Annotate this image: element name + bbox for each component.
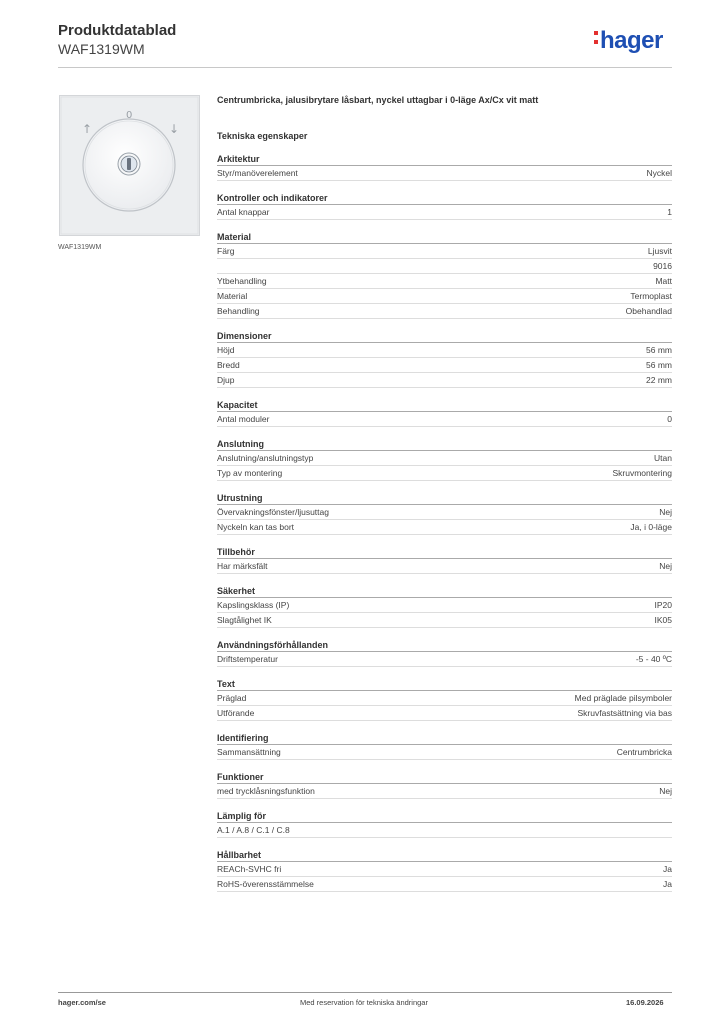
spec-value: 56 mm — [646, 360, 672, 370]
section-heading: Säkerhet — [217, 586, 672, 598]
arrow-down-icon: ↓ — [169, 122, 180, 136]
spec-row — [217, 259, 672, 274]
spec-content — [217, 95, 672, 904]
spec-row — [217, 862, 672, 877]
spec-label: Typ av montering — [217, 468, 283, 478]
spec-row — [217, 505, 672, 520]
spec-label: Höjd — [217, 345, 235, 355]
spec-label: RoHS-överensstämmelse — [217, 879, 314, 889]
spec-label: Har märksfält — [217, 561, 268, 571]
arrow-up-icon: ↑ — [82, 122, 93, 136]
image-caption: WAF1319WM — [58, 244, 102, 251]
spec-section — [217, 772, 672, 799]
spec-value: 9016 — [653, 261, 672, 271]
spec-label: Slagtålighet IK — [217, 615, 272, 625]
spec-section — [217, 439, 672, 481]
spec-section — [217, 586, 672, 628]
spec-value: Med präglade pilsymboler — [574, 693, 672, 703]
spec-section — [217, 154, 672, 181]
footer-disclaimer: Med reservation för tekniska ändringar — [300, 998, 428, 1007]
spec-value: Centrumbricka — [616, 747, 672, 757]
section-heading: Kapacitet — [217, 400, 672, 412]
spec-row — [217, 745, 672, 760]
spec-label: Antal knappar — [217, 207, 270, 217]
spec-row — [217, 520, 672, 535]
spec-row — [217, 706, 672, 721]
spec-section — [217, 232, 672, 319]
spec-value: 0 — [667, 414, 672, 424]
spec-label: Djup — [217, 375, 235, 385]
spec-label: Antal moduler — [217, 414, 270, 424]
spec-row — [217, 559, 672, 574]
footer-website: hager.com/se — [58, 998, 106, 1007]
spec-row — [217, 652, 672, 667]
tech-heading: Tekniska egenskaper — [217, 131, 308, 141]
spec-row — [217, 205, 672, 220]
spec-row — [217, 373, 672, 388]
spec-section — [217, 850, 672, 892]
spec-value: Skruvmontering — [612, 468, 672, 478]
spec-value: Nyckel — [646, 168, 672, 178]
spec-row — [217, 274, 672, 289]
spec-row — [217, 244, 672, 259]
spec-value: 56 mm — [646, 345, 672, 355]
spec-label: A.1 / A.8 / C.1 / C.8 — [217, 825, 290, 835]
logo-dots — [594, 26, 598, 48]
section-heading: Tillbehör — [217, 547, 672, 559]
spec-row — [217, 358, 672, 373]
spec-label: Nyckeln kan tas bort — [217, 522, 295, 532]
spec-label: Driftstemperatur — [217, 654, 278, 664]
spec-row — [217, 613, 672, 628]
product-image — [59, 95, 200, 236]
spec-row — [217, 304, 672, 319]
page-header — [58, 22, 176, 58]
spec-value: Nej — [659, 561, 672, 571]
spec-label: med trycklåsningsfunktion — [217, 786, 315, 796]
spec-value: Ja — [663, 864, 672, 874]
spec-row — [217, 784, 672, 799]
spec-label: Ytbehandling — [217, 276, 267, 286]
spec-value: Skruvfastsättning via bas — [577, 708, 672, 718]
spec-value: Ja — [663, 879, 672, 889]
spec-row — [217, 289, 672, 304]
spec-section — [217, 400, 672, 427]
spec-row — [217, 598, 672, 613]
section-heading: Lämplig för — [217, 811, 672, 823]
spec-sections — [217, 154, 672, 892]
section-heading: Text — [217, 679, 672, 691]
section-heading: Material — [217, 232, 672, 244]
spec-section — [217, 193, 672, 220]
spec-section — [217, 811, 672, 838]
spec-section — [217, 547, 672, 574]
spec-row — [217, 343, 672, 358]
spec-value: Obehandlad — [625, 306, 672, 316]
spec-value: Nej — [659, 786, 672, 796]
spec-section — [217, 679, 672, 721]
spec-row — [217, 823, 672, 838]
section-heading: Dimensioner — [217, 331, 672, 343]
spec-row — [217, 691, 672, 706]
spec-label: Styr/manöverelement — [217, 168, 298, 178]
spec-row — [217, 166, 672, 181]
spec-value: Termoplast — [630, 291, 672, 301]
footer-divider — [58, 992, 672, 993]
spec-value: Utan — [654, 453, 672, 463]
spec-value: -5 - 40 ºC — [635, 654, 672, 664]
spec-value: 22 mm — [646, 375, 672, 385]
spec-label: Behandling — [217, 306, 260, 316]
spec-row — [217, 451, 672, 466]
footer-date: 16.09.2026 — [626, 998, 664, 1007]
spec-value: Matt — [655, 276, 672, 286]
spec-value: Nej — [659, 507, 672, 517]
key-switch-illustration — [60, 96, 199, 235]
spec-label: Utförande — [217, 708, 255, 718]
section-heading: Användningsförhållanden — [217, 640, 672, 652]
section-heading: Kontroller och indikatorer — [217, 193, 672, 205]
spec-label: Färg — [217, 246, 235, 256]
section-heading: Anslutning — [217, 439, 672, 451]
spec-value: IK05 — [654, 615, 672, 625]
spec-value: Ljusvit — [647, 246, 672, 256]
section-heading: Identifiering — [217, 733, 672, 745]
spec-section — [217, 493, 672, 535]
product-code: WAF1319WM — [58, 41, 145, 57]
spec-row — [217, 877, 672, 892]
spec-section — [217, 640, 672, 667]
spec-label: Material — [217, 291, 248, 301]
spec-label: Präglad — [217, 693, 247, 703]
hager-logo — [594, 26, 663, 55]
spec-label: Anslutning/anslutningstyp — [217, 453, 314, 463]
product-description: Centrumbricka, jalusibrytare låsbart, nyckel uttagbar i 0-läge Ax/Cx vit matt — [217, 95, 539, 105]
spec-label: Bredd — [217, 360, 240, 370]
spec-value: IP20 — [654, 600, 672, 610]
document-title: Produktdatablad — [58, 22, 177, 39]
header-divider — [58, 67, 672, 68]
section-heading: Utrustning — [217, 493, 672, 505]
spec-label: Sammansättning — [217, 747, 281, 757]
section-heading: Hållbarhet — [217, 850, 672, 862]
spec-label: REACh-SVHC fri — [217, 864, 282, 874]
spec-row — [217, 412, 672, 427]
spec-section — [217, 733, 672, 760]
spec-label: Kapslingsklass (IP) — [217, 600, 290, 610]
spec-label: Övervakningsfönster/ljusuttag — [217, 507, 329, 517]
spec-section — [217, 331, 672, 388]
section-heading: Arkitektur — [217, 154, 672, 166]
spec-value: Ja, i 0-läge — [630, 522, 672, 532]
section-heading: Funktioner — [217, 772, 672, 784]
spec-row — [217, 466, 672, 481]
zero-position-symbol: 0 — [126, 110, 133, 121]
spec-value: 1 — [667, 207, 672, 217]
logo-text: hager — [600, 27, 663, 54]
